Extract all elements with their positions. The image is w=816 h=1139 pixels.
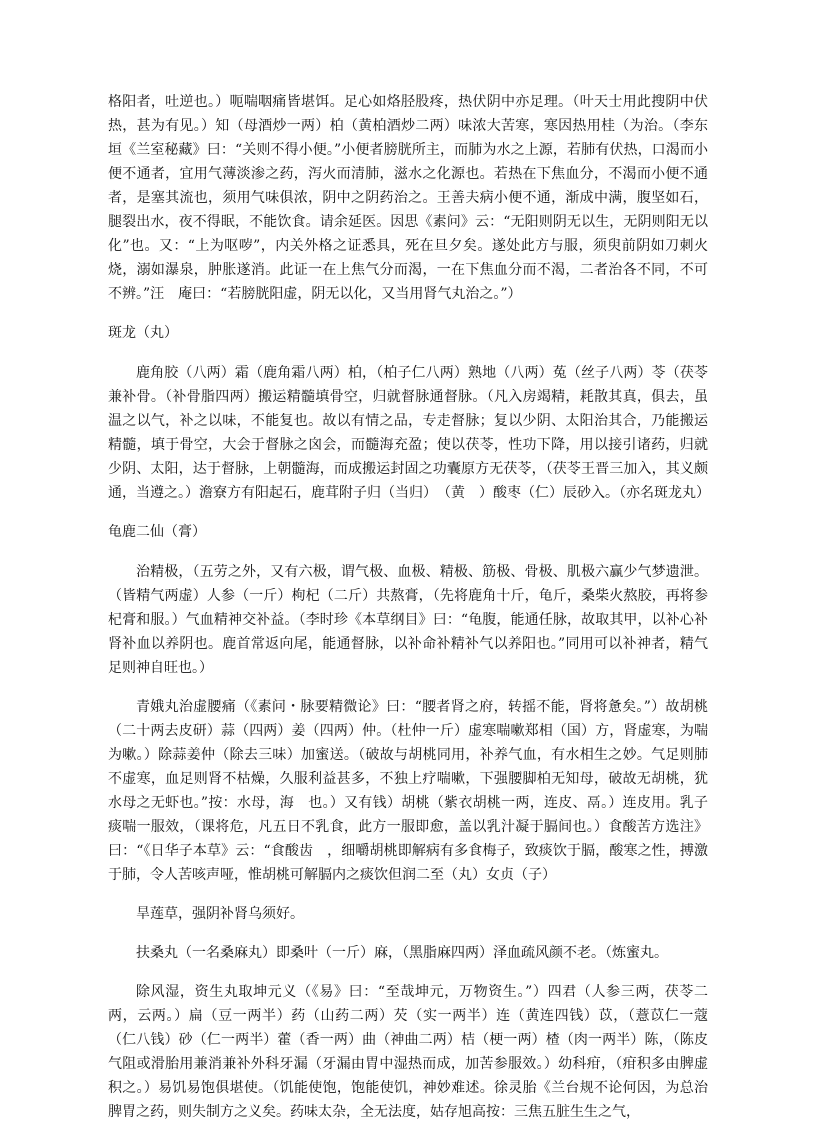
body-paragraph: 除风湿，资生丸取坤元义（《易》曰：“至哉坤元，万物资生。”）四君（人参三两，茯苓二两，云两。）扁（豆一两半）药（山药二两）芡（实一两半）连（黄连四钱）苡，（薏苡仁一蔻（仁八钱）砂（仁一两半）藿（香一两）曲（神曲二两）桔（梗一两）楂（肉一两半）陈，（陈皮气阻或滑胎用兼消兼补外科牙漏（牙漏由胃中湿热而成，加苦参服效。）幼科疳，（疳积多由脾虚积之。）易饥易饱俱堪使。（饥能使饱，饱能使饥，神妙难述。徐灵胎《兰台规不论何因，为总治脾胃之药，则失制方之义矣。药味太杂，全无法度，姑存旭高按：三焦五脏生生之气， [108,984,708,1120]
body-paragraph: 鹿角胶（八两）霜（鹿角霜八两）柏，（柏子仁八两）熟地（八两）菟（丝子八两）苓（茯苓兼补骨。（补骨脂四两）搬运精髓填骨空，归就督脉通督脉。（凡入房竭精，耗散其真，俱去，虽温之以气，补之以味，不能复也。故以有情之品，专走督脉；复以少阴、太阳治其合，乃能搬运精髓，填于骨空，大会于督脉之囟会，而髓海充盈；使以茯苓，性功下降，用以接引诸药，归就少阴、太阳，达于督脉，上朝髓海，而成搬运封固之功囊原方无茯苓，（茯苓王晋三加入，其义颇通，当遵之。）澹寮方有阳起石，鹿茸附子归（当归） （黄 ）酸枣（仁）辰砂入。（亦名斑龙丸） [108,365,710,501]
section-heading-guilu-erxian-gao: 龟鹿二仙（膏） [108,524,206,540]
section-heading-banlong-wan: 斑龙（丸） [108,325,178,341]
body-paragraph: 扶桑丸（一名桑麻丸）即桑叶（一斤）麻，（黑脂麻四两）泽血疏风颜不老。（炼蜜丸。 [136,945,668,961]
document-page [108,0,708,1139]
body-paragraph: 旱莲草，强阴补肾乌须好。 [136,906,304,922]
body-paragraph: 格阳者，吐逆也。）呃喘咽痛皆堪饵。足心如烙胫股疼，热伏阴中亦足理。（叶天士用此搜阴中伏热，甚为有见。）知（母酒炒一两）柏（黄柏酒炒二两）味浓大苦寒，寒因热用桂（为治。（李东垣《兰室秘藏》曰：“关则不得小便。”小便者膀胱所主，而肺为水之上源，若肺有伏热，口渴而小便不通者，宜用气薄淡渗之药，泻火而清肺，滋水之化源也。若热在下焦血分，不渴而小便不通者，是塞其流也，须用气味俱浓，阴中之阴药治之。王善夫病小便不通，渐成中满，腹坚如石，腿裂出水，夜不得眠，不能饮食。请余延医。因思《素问》云：“无阳则阴无以生，无阴则阳无以化”也。又：“上为呕哕”，内关外格之证悉具，死在旦夕矣。遂处此方与服，须臾前阴如刀刺火烧，溺如瀑泉，肿胀遂消。此证一在上焦气分而渴，一在下焦血分而不渴，二者治各不同，不可不辨。”汪 庵曰：“若膀胱阳虚，阴无以化，又当用肾气丸治之。”） [108,94,708,302]
body-paragraph: 青娥丸治虚腰痛（《素问・脉要精微论》曰：“腰者肾之府，转摇不能，肾将惫矣。”）故胡桃（二十两去皮研）蒜（四两）姜（四两）仲。（杜仲一斤）虚寒喘嗽郑相（国）方，肾虚寒，为喘为嗽。）除蒜姜仲（除去三味）加蜜送。（破故与胡桃同用，补养气血，有水相生之妙。气足则肺不虚寒，血足则肾不枯燥，久服利益甚多，不独上疗喘嗽，下强腰脚柏无知母，破故无胡桃，犹水母之无虾也。”按：水母，海 也。）又有钱）胡桃（紫衣胡桃一两，连皮、鬲。）连皮用。乳子痰喘一服效，（课将危，凡五日不乳食，此方一服即愈，盖以乳汁凝于膈间也。）食酸苦方选注》曰：“《日华子本草》云：“食酸齿 ，细嚼胡桃即解病有多食梅子，致痰饮于膈，酸寒之性，搏激于肺，令人苦咳声哑，惟胡桃可解膈内之痰饮但润二至（丸）女贞（子） [108,699,708,883]
body-paragraph: 治精极，（五劳之外，又有六极，谓气极、血极、精极、筋极、骨极、肌极六赢少气梦遗泄。（皆精气两虚）人参（一斤）枸杞（二斤）共熬膏，（先将鹿角十斤，龟斤，桑柴火熬胶，再将参杞膏和服。）气血精神交补益。（李时珍《本草纲目》曰：“龟腹，能通任脉，故取其甲，以补心补肾补血以养阴也。鹿首常返向尾，能通督脉，以补命补精补气以养阳也。”同用可以补神者，精气足则神自旺也。） [108,564,708,676]
